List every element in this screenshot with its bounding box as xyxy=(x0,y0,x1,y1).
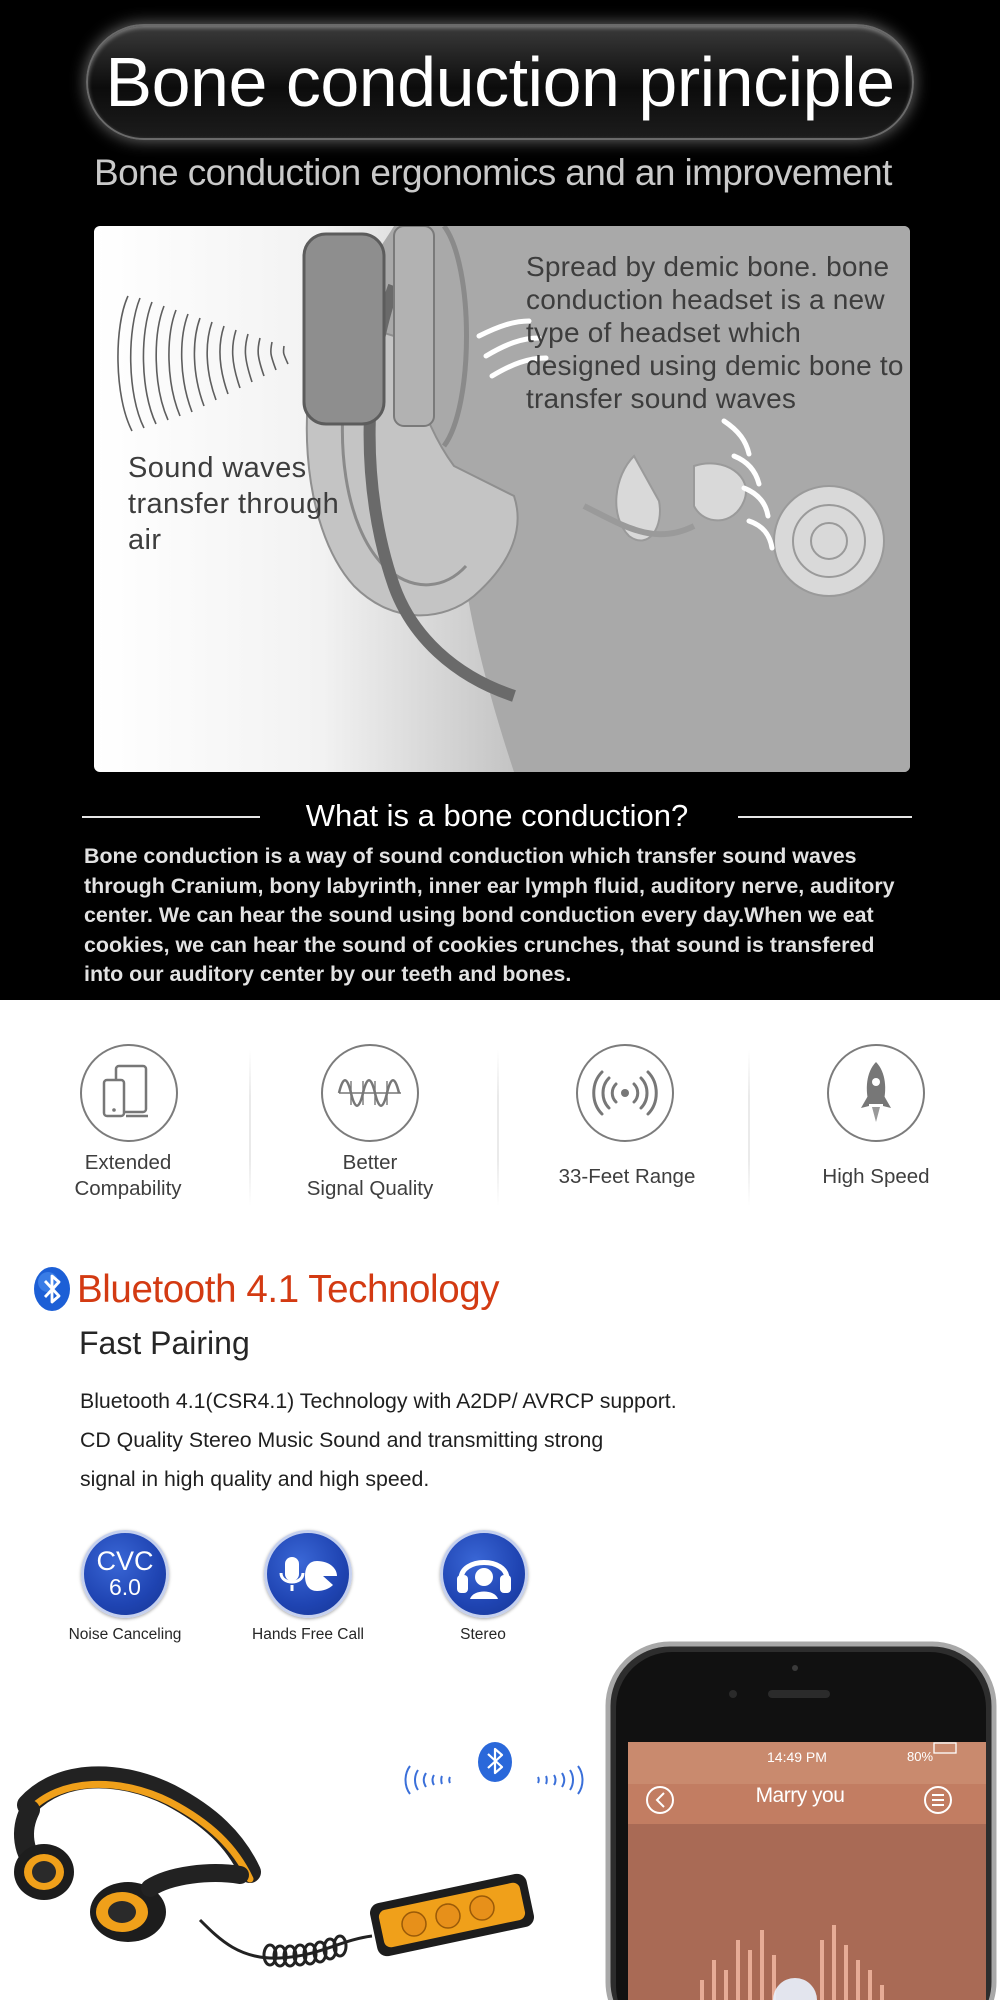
whatis-line: cookies, we can hear the sound of cookies crunches, that sound is transfered xyxy=(84,932,875,957)
heading-divider-right xyxy=(738,816,912,818)
headphones-icon xyxy=(440,1530,528,1618)
rocket-icon xyxy=(827,1044,925,1142)
feature-label: High Speed xyxy=(822,1165,930,1188)
headset-icon xyxy=(14,1777,536,1966)
badge-label: Hands Free Call xyxy=(252,1626,364,1643)
principle-subtitle: Bone conduction ergonomics and an improvement xyxy=(94,152,892,193)
phone-time: 14:49 PM xyxy=(767,1749,827,1765)
whatis-line: Bone conduction is a way of sound conduction which transfer sound waves xyxy=(84,844,857,868)
whatis-body xyxy=(84,842,924,990)
bluetooth-line: signal in high quality and high speed. xyxy=(80,1467,430,1491)
feature-label: Better Signal Quality xyxy=(306,1151,434,1200)
feature-divider xyxy=(497,1050,499,1206)
feature-label: 33-Feet Range xyxy=(558,1165,696,1188)
fast-pairing-subtitle: Fast Pairing xyxy=(79,1325,250,1361)
whatis-title: What is a bone conduction? xyxy=(305,798,689,833)
microphone-call-icon xyxy=(264,1530,352,1618)
feature-label: Extended Compability xyxy=(74,1151,182,1200)
wireless-range-icon xyxy=(576,1044,674,1142)
signal-wave-icon xyxy=(321,1044,419,1142)
bluetooth-description xyxy=(80,1382,780,1499)
air-transfer-text: Sound waves transfer through air xyxy=(128,452,340,556)
badge-label: Noise Canceling xyxy=(68,1626,182,1643)
bluetooth-icon xyxy=(33,1266,71,1312)
whatis-line: into our auditory center by our teeth and bones. xyxy=(84,962,572,986)
whatis-heading-row xyxy=(82,796,912,836)
bluetooth-line: Bluetooth 4.1(CSR4.1) Technology with A2DP/ AVRCP support. xyxy=(80,1389,677,1413)
bone-transfer-text: Spread by demic bone. bone conduction headset is a new type of headset which designed using demic bone to transfer sound waves xyxy=(526,251,904,414)
cvc-icon: CVC 6.0 xyxy=(81,1530,169,1618)
product-scene xyxy=(0,1640,1000,2000)
smartphone-icon xyxy=(608,1644,994,2000)
bone-conduction-illustration xyxy=(94,226,910,772)
bluetooth-title: Bluetooth 4.1 Technology xyxy=(77,1268,500,1311)
whatis-line: through Cranium, bony labyrinth, inner ear lymph fluid, auditory nerve, auditory xyxy=(84,873,895,898)
badge-label: Stereo xyxy=(460,1626,506,1643)
feature-divider xyxy=(748,1050,750,1206)
devices-icon xyxy=(80,1044,178,1142)
whatis-line: center. We can hear the sound using bond conduction every day.When we eat xyxy=(84,903,874,927)
phone-song-title: Marry you xyxy=(755,1784,845,1807)
bluetooth-line: CD Quality Stereo Music Sound and transmitting strong xyxy=(80,1428,604,1452)
principle-title: Bone conduction principle xyxy=(105,43,895,121)
phone-battery: 80% xyxy=(907,1749,934,1764)
